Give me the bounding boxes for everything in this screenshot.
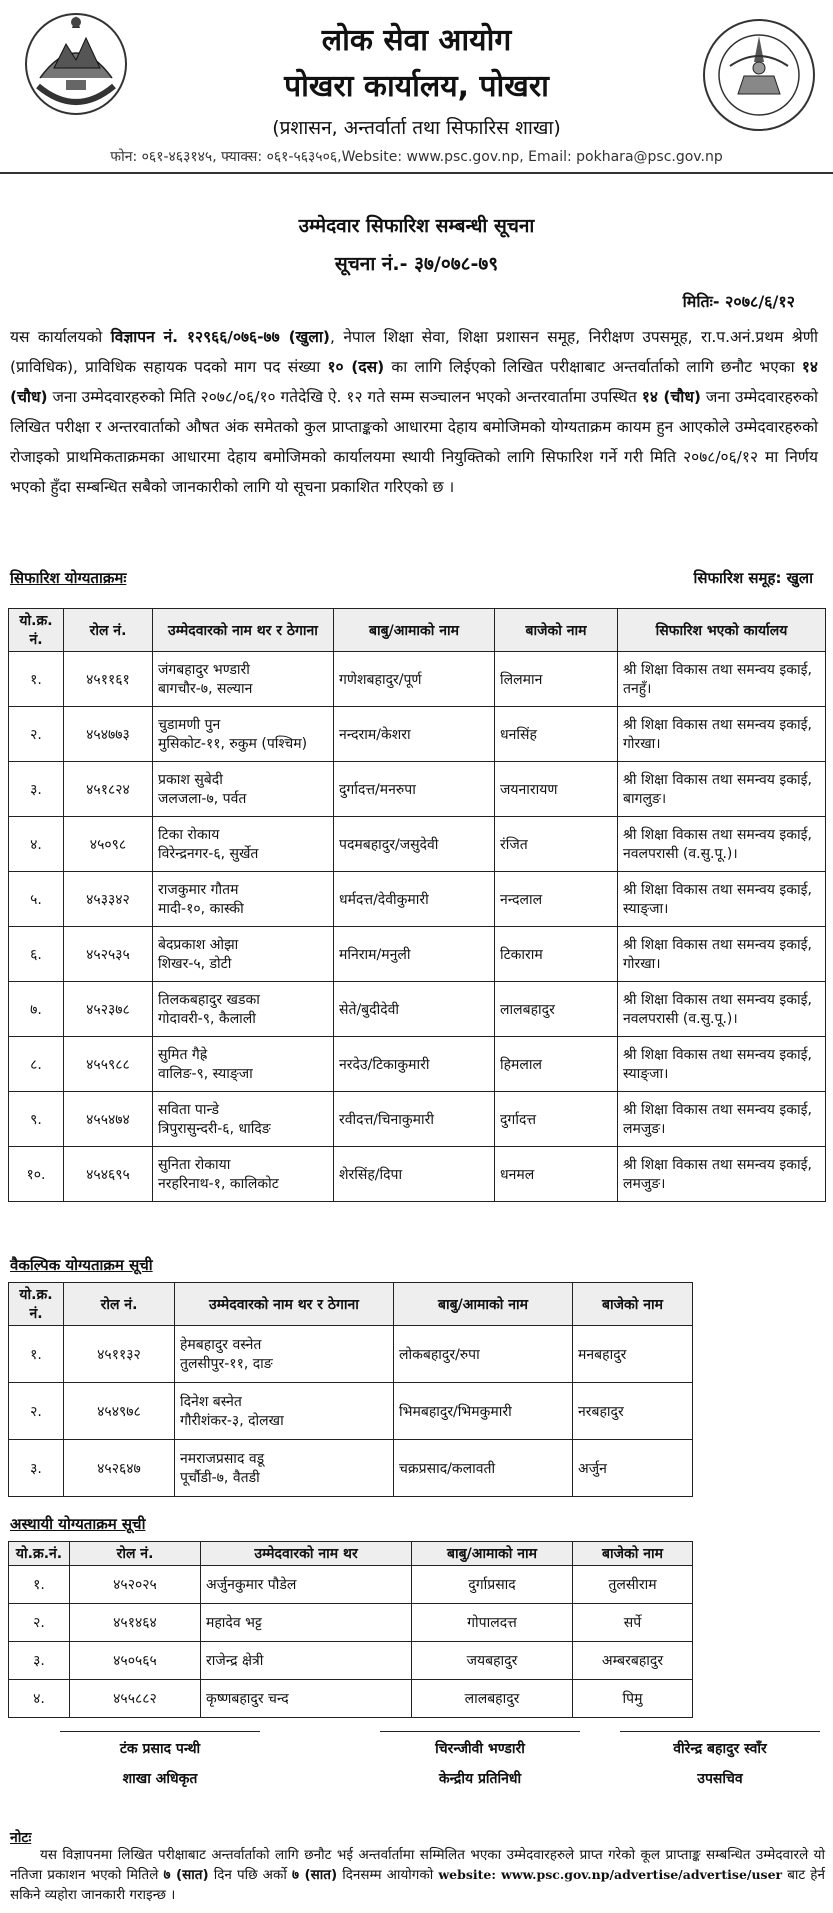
candidate-name: नमराजप्रसाद वडू [180,1451,265,1467]
table-header-row [9,1542,693,1566]
cell-sn: २. [9,1604,70,1642]
table-row [9,1604,693,1642]
cell-name: कृष्णबहादुर चन्द [201,1680,412,1718]
cell-office: श्री शिक्षा विकास तथा समन्वय इकाई, बागलुङ। [618,762,826,817]
cell-sn: ७. [9,982,64,1037]
cell-roll: ४५५४७४ [64,1092,153,1147]
cell-roll: ४५०९८ [64,817,153,872]
signatory-name: टंक प्रसाद पन्थी [119,1741,201,1757]
cell-name: अर्जुनकुमार पौडेल [201,1566,412,1604]
cell-name [175,1326,394,1383]
cell-parent: शेरसिंह/दिपा [334,1147,495,1202]
cell-office: श्री शिक्षा विकास तथा समन्वय इकाई, स्याङ्जा। [618,872,826,927]
cell-roll: ४५२६४७ [64,1440,175,1497]
candidate-name: दिनेश बस्नेत [180,1394,242,1410]
cell-name [175,1383,394,1440]
cell-name [153,1147,334,1202]
col-office: सिफारिश भएको कार्यालय [618,609,826,652]
recommendation-group: सिफारिश समूह: खुला [693,569,813,587]
candidate-name: टिका रोकाय [158,827,220,843]
table-row [9,817,826,872]
candidate-name: चुडामणी पुन [158,717,221,733]
cell-grandparent: धनमल [495,1147,618,1202]
notice-title: उम्मेदवार सिफारिश सम्बन्धी सूचना [298,215,535,237]
cell-office: श्री शिक्षा विकास तथा समन्वय इकाई, लमजुङ। [618,1147,826,1202]
col-sn: यो.क्र. नं. [9,609,64,652]
cell-parent: नरदेउ/टिकाकुमारी [334,1037,495,1092]
cell-roll: ४५४७७३ [64,707,153,762]
cell-parent: गोपालदत्त [412,1604,573,1642]
cell-grandparent: लालबहादुर [495,982,618,1037]
cell-sn: ४. [9,817,64,872]
cell-name [175,1440,394,1497]
table-row [9,707,826,762]
table-row [9,1092,826,1147]
col-name: उम्मेदवारको नाम थर [201,1542,412,1566]
table-row [9,982,826,1037]
office-title: पोखरा कार्यालय, पोखरा [284,69,549,104]
candidate-address: त्रिपुरासुन्दरी-६, धादिङ [158,1121,271,1137]
cell-roll: ४५११६१ [64,652,153,707]
signature-block [60,1731,260,1794]
candidate-name: सुनिता रोकाया [158,1157,231,1173]
cell-office: श्री शिक्षा विकास तथा समन्वय इकाई, स्याङ्जा। [618,1037,826,1092]
cell-parent: दुर्गाप्रसाद [412,1566,573,1604]
cell-grandparent: लिलमान [495,652,618,707]
cell-roll: ४५०५६५ [70,1642,201,1680]
candidate-name: सविता पान्डे [158,1102,220,1118]
cell-office: श्री शिक्षा विकास तथा समन्वय इकाई, तनहुँ। [618,652,826,707]
cell-name [153,982,334,1037]
candidate-name: जंगबहादुर भण्डारी [158,662,250,678]
candidate-address: नरहरिनाथ-१, कालिकोट [158,1176,279,1192]
cell-parent: भिमबहादुर/भिमकुमारी [394,1383,573,1440]
cell-roll: ४५२०२५ [70,1566,201,1604]
candidate-address: बागचौर-७, सल्यान [158,681,253,697]
cell-grandparent: हिमलाल [495,1037,618,1092]
col-parent: बाबु/आमाको नाम [394,1283,573,1326]
cell-office: श्री शिक्षा विकास तथा समन्वय इकाई, गोरखा। [618,707,826,762]
cell-roll: ४५५८८२ [70,1680,201,1718]
cell-office: श्री शिक्षा विकास तथा समन्वय इकाई, गोरखा। [618,927,826,982]
cell-sn: १. [9,1326,64,1383]
signature-block [380,1731,580,1794]
cell-parent: गणेशबहादुर/पूर्ण [334,652,495,707]
note-label: नोटः [10,1830,32,1846]
cell-parent: रवीदत्त/चिनाकुमारी [334,1092,495,1147]
cell-sn: ८. [9,1037,64,1092]
contact-line: फोन: ०६१-४६३१४५, फ्याक्स: ०६१-५६३५०६,Website: www.psc.gov.np, Email: pokhara@psc.gov.np [110,149,723,165]
cell-sn: २. [9,707,64,762]
candidate-address: जलजला-७, पर्वत [158,791,247,807]
table-row [9,1566,693,1604]
cell-sn: १०. [9,1147,64,1202]
signature-block [620,1731,820,1794]
cell-sn: ३. [9,762,64,817]
signatory-title: केन्द्रीय प्रतिनिधी [438,1771,522,1787]
alternate-heading: वैकल्पिक योग्यताक्रम सूची [10,1256,153,1274]
candidate-address: गोदावरी-९, कैलाली [158,1011,256,1027]
cell-name [153,872,334,927]
candidate-name: बेदप्रकाश ओझा [158,937,239,953]
cell-parent: धर्मदत्त/देवीकुमारी [334,872,495,927]
cell-parent: पदमबहादुर/जसुदेवी [334,817,495,872]
cell-grandparent: धनसिंह [495,707,618,762]
col-name: उम्मेदवारको नाम थर र ठेगाना [175,1283,394,1326]
psc-seal-icon [700,16,818,134]
temporary-heading: अस्थायी योग्यताक्रम सूची [10,1515,146,1533]
cell-grandparent: टिकाराम [495,927,618,982]
cell-name [153,1092,334,1147]
signatory-name: वीरेन्द्र बहादुर स्वाँर [673,1741,767,1757]
col-grandparent: बाजेको नाम [573,1283,693,1326]
cell-grandparent: सर्पे [573,1604,693,1642]
candidate-name: राजकुमार गौतम [158,882,239,898]
cell-name: महादेव भट्ट [201,1604,412,1642]
cell-parent: लोकबहादुर/रुपा [394,1326,573,1383]
col-sn: यो.क्र.नं. [9,1542,70,1566]
signatory-title: शाखा अधिकृत [122,1771,198,1787]
cell-roll: ४५५९८८ [64,1037,153,1092]
cell-roll: ४५११३२ [64,1326,175,1383]
cell-roll: ४५४९७८ [64,1383,175,1440]
cell-grandparent: तुलसीराम [573,1566,693,1604]
cell-roll: ४५१८२४ [64,762,153,817]
candidate-name: हेमबहादुर वस्नेत [180,1337,262,1353]
cell-parent: दुर्गादत्त/मनरुपा [334,762,495,817]
cell-grandparent: दुर्गादत्त [495,1092,618,1147]
cell-name: राजेन्द्र क्षेत्री [201,1642,412,1680]
cell-sn: ६. [9,927,64,982]
cell-parent: चक्रप्रसाद/कलावती [394,1440,573,1497]
cell-roll: ४५२३७८ [64,982,153,1037]
col-sn: यो.क्र. नं. [9,1283,64,1326]
cell-sn: ३. [9,1642,70,1680]
notice-date: मितिः- २०७८/६/१२ [682,292,795,311]
cell-office: श्री शिक्षा विकास तथा समन्वय इकाई, लमजुङ। [618,1092,826,1147]
cell-sn: १. [9,652,64,707]
col-name: उम्मेदवारको नाम थर र ठेगाना [153,609,334,652]
col-grandparent: बाजेको नाम [573,1542,693,1566]
cell-parent: जयबहादुर [412,1642,573,1680]
cell-sn: १. [9,1566,70,1604]
cell-name [153,652,334,707]
cell-name [153,707,334,762]
cell-name [153,762,334,817]
col-roll: रोल नं. [64,1283,175,1326]
table-row [9,872,826,927]
signatory-title: उपसचिव [697,1771,743,1787]
cell-grandparent: जयनारायण [495,762,618,817]
cell-parent: लालबहादुर [412,1680,573,1718]
cell-grandparent: नन्दलाल [495,872,618,927]
website-link[interactable]: website: www.psc.gov.np/advertise/advertise/user [438,1867,783,1882]
alternate-table [8,1282,693,1497]
signatory-name: चिरन्जीवी भण्डारी [435,1741,525,1757]
table-row [9,1037,826,1092]
cell-office: श्री शिक्षा विकास तथा समन्वय इकाई, नवलपरासी (व.सु.पू.)। [618,817,826,872]
org-title: लोक सेवा आयोग [321,23,512,58]
cell-sn: ४. [9,1680,70,1718]
cell-sn: ९. [9,1092,64,1147]
notice-number: सूचना नं.- ३७/०७८-७९ [334,253,499,275]
header-divider [0,172,833,174]
table-row [9,1440,693,1497]
candidate-name: सुमित गैह्रे [158,1047,208,1063]
cell-roll: ४५१४६४ [70,1604,201,1642]
candidate-name: तिलकबहादुर खडका [158,992,260,1008]
cell-grandparent: अर्जुन [573,1440,693,1497]
cell-grandparent: रंजित [495,817,618,872]
col-parent: बाबु/आमाको नाम [412,1542,573,1566]
cell-office: श्री शिक्षा विकास तथा समन्वय इकाई, नवलपरासी (व.सु.पू.)। [618,982,826,1037]
cell-sn: ५. [9,872,64,927]
cell-grandparent: मनबहादुर [573,1326,693,1383]
table-row [9,762,826,817]
table-header-row [9,1283,693,1326]
cell-grandparent: नरबहादुर [573,1383,693,1440]
col-parent: बाबु/आमाको नाम [334,609,495,652]
cell-name [153,817,334,872]
candidate-address: गौरीशंकर-३, दोलखा [180,1413,284,1429]
table-row [9,652,826,707]
candidate-address: मुसिकोट-११, रुकुम (पश्चिम) [158,736,308,752]
candidate-address: वालिङ-९, स्याङ्जा [158,1066,253,1082]
cell-parent: मनिराम/मनुली [334,927,495,982]
candidate-name: प्रकाश सुबेदी [158,772,223,788]
cell-sn: २. [9,1383,64,1440]
cell-roll: ४५२५३५ [64,927,153,982]
cell-parent: नन्दराम/केशरा [334,707,495,762]
table-header-row [9,609,826,652]
cell-roll: ४५४६९५ [64,1147,153,1202]
branch-title: (प्रशासन, अन्तर्वार्ता तथा सिफारिस शाखा) [272,117,561,139]
candidate-address: मादी-१०, कास्की [158,901,244,917]
table-row [9,1642,693,1680]
table-row [9,927,826,982]
col-roll: रोल नं. [64,609,153,652]
cell-parent: सेते/बुदीदेवी [334,982,495,1037]
candidate-address: पूर्चौडी-७, वैतडी [180,1470,260,1486]
col-grandparent: बाजेको नाम [495,609,618,652]
nepal-emblem-icon [20,8,132,120]
cell-grandparent: पिमु [573,1680,693,1718]
cell-sn: ३. [9,1440,64,1497]
candidate-address: विरेन्द्रनगर-६, सुर्खेत [158,846,259,862]
recommendation-heading: सिफारिश योग्यताक्रमः [10,569,127,587]
note-body: यस विज्ञापनमा लिखित परीक्षाबाट अन्तर्वार्ताको लागि छनौट भई अन्तर्वार्तामा सम्मिलित भएका उम्मेदवारहरुले प्राप्त गरेको कूल प्राप्ताङ्क सम्बन्धित उम्मेदवारले यो नतिजा प्रकाशन भएको मितिले ७ (सात) दिन पछि अर्को ७ (सात) दिनसम्म आयोगको website: www.psc.gov.np/advertise/advertise/user बाट हेर्न सकिने व्यहोरा जानकारी गराइन्छ । [10,1847,825,1903]
candidate-address: तुलसीपुर-११, दाङ [180,1356,273,1372]
cell-name [153,1037,334,1092]
temporary-table [8,1541,693,1718]
cell-name [153,927,334,982]
table-row [9,1383,693,1440]
col-roll: रोल नं. [70,1542,201,1566]
candidate-address: शिखर-५, डोटी [158,956,232,972]
recommendation-table [8,608,826,1202]
table-row [9,1147,826,1202]
cell-roll: ४५३३४२ [64,872,153,927]
table-row [9,1680,693,1718]
table-row [9,1326,693,1383]
cell-grandparent: अम्बरबहादुर [573,1642,693,1680]
notice-body: यस कार्यालयको विज्ञापन नं. १२९६६/०७६-७७ (खुला), नेपाल शिक्षा सेवा, शिक्षा प्रशासन समूह, निरीक्षण उपसमूह, रा.प.अनं.प्रथम श्रेणी (प्राविधिक), प्राविधिक सहायक पदको माग पद संख्या १० (दस) का लागि लिईएको लिखित परीक्षाबाट अन्तर्वार्ताको लागि छनौट भएका १४ (चौध) जना उम्मेदवारहरुको मिति २०७८/०६/१० गतेदेखि ऐ. १२ गते सम्म सञ्चालन भएको अन्तरवार्तामा उपस्थित १४ (चौध) जना उम्मेदवारहरुको लिखित परीक्षा र अन्तरवार्ताको औषत अंक समेतको कुल प्राप्ताङ्कको आधारमा देहाय बमोजिमको योग्यताक्रम कायम हुन आएकोले उम्मेदवारहरुको रोजाइको प्राथमिकताक्रमका आधारमा देहाय बमोजिमको कार्यालयमा स्थायी नियुक्तिको लागि सिफारिश गर्ने गरी मिति २०७८/०६/१२ मा निर्णय भएको हुँदा सम्बन्धित सबैको जानकारीको लागि यो सूचना प्रकाशित गरिएको छ । [10,328,818,496]
